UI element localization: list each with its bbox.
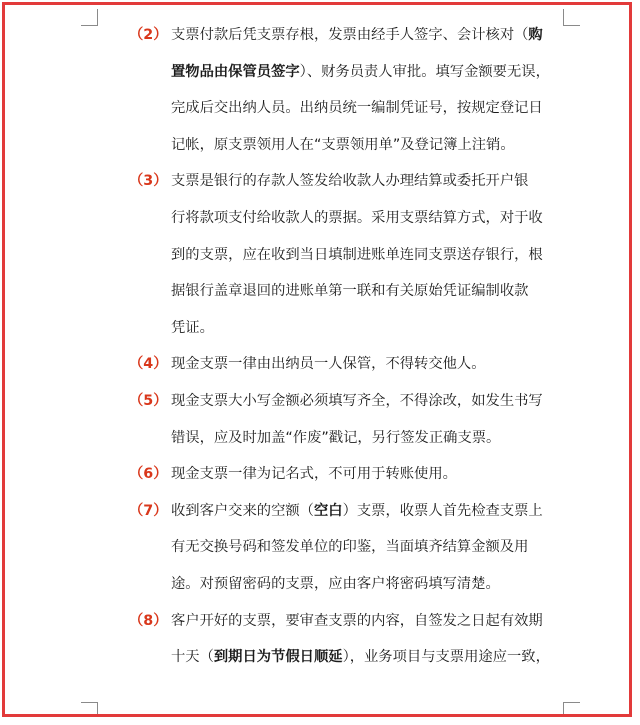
list-item (129, 383, 569, 456)
bold-text: 空白 (313, 502, 343, 519)
item-number: （2） (129, 27, 168, 43)
text-segment: 有无交换号码和签发单位的印鉴，当面填齐结算金额及用 (171, 539, 529, 556)
text-line (171, 54, 569, 91)
text-line (171, 493, 569, 530)
text-segment: 据银行盖章退回的进账单第一联和有关原始凭证编制收款 (171, 283, 529, 300)
item-number: （7） (129, 502, 168, 519)
text-line (171, 383, 569, 420)
text-line (171, 310, 569, 347)
bold-text: 到期日为节假日顺延 (213, 649, 343, 666)
text-segment: 完成后交出纳人员。出纳员统一编制凭证号，按规定登记日 (171, 100, 543, 117)
text-segment: 十天（ (171, 649, 214, 666)
text-segment: 支票付款后凭支票存根，发票由经手人签字、会计核对（ (171, 27, 529, 43)
text-segment: ）、财务员责人审批。填写金额要无误， (299, 63, 550, 80)
text-line (171, 566, 569, 603)
text-segment: 现金支票一律为记名式，不可用于转账使用。 (171, 466, 457, 483)
item-number: （5） (129, 392, 168, 409)
text-segment: 途。对预留密码的支票，应由客户将密码填写清楚。 (171, 575, 500, 592)
item-number: （8） (129, 612, 168, 629)
text-line (171, 127, 569, 164)
bold-text: 购 (528, 27, 543, 43)
text-segment: 现金支票大小写金额必须填写齐全，不得涂改，如发生书写 (171, 392, 543, 409)
item-number: （3） (129, 173, 168, 190)
text-line (171, 237, 569, 274)
list-item (129, 456, 569, 493)
text-segment: 记帐，原支票领用人在“支票领用单”及登记簿上注销。 (171, 136, 515, 153)
text-line (171, 200, 569, 237)
crop-mark-top-left (81, 9, 98, 26)
text-line (171, 603, 569, 640)
list-item (129, 346, 569, 383)
list-item (129, 17, 569, 163)
numbered-list (129, 17, 569, 676)
text-segment: ），业务项目与支票用途应一致， (342, 649, 550, 666)
text-segment: 支票是银行的存款人签发给收款人办理结算或委托开户银 (171, 173, 529, 190)
text-segment: 凭证。 (171, 319, 214, 336)
text-line (171, 639, 569, 676)
list-item (129, 163, 569, 346)
text-line (171, 17, 569, 54)
document-frame (2, 2, 632, 717)
text-line (171, 529, 569, 566)
crop-mark-bottom-left (81, 702, 98, 717)
text-line (171, 90, 569, 127)
text-line (171, 456, 569, 493)
item-number: （4） (129, 356, 168, 373)
text-line (171, 420, 569, 457)
item-number: （6） (129, 466, 168, 483)
text-segment: 错误，应及时加盖“作废”戳记，另行签发正确支票。 (171, 429, 501, 446)
text-segment: 收到客户交来的空额（ (171, 502, 314, 519)
list-item (129, 603, 569, 676)
text-segment: 客户开好的支票，要审查支票的内容，自签发之日起有效期 (171, 612, 543, 629)
list-item (129, 493, 569, 603)
bold-text: 置物品由保管员签字 (171, 63, 300, 80)
text-line (171, 273, 569, 310)
text-line (171, 163, 569, 200)
text-segment: ）支票，收票人首先检查支票上 (342, 502, 543, 519)
text-line (171, 346, 569, 383)
crop-mark-bottom-right (563, 702, 580, 717)
text-segment: 到的支票，应在收到当日填制进账单连同支票送存银行，根 (171, 246, 543, 263)
text-segment: 行将款项支付给收款人的票据。采用支票结算方式，对于收 (171, 209, 543, 226)
text-segment: 现金支票一律由出纳员一人保管，不得转交他人。 (171, 356, 486, 373)
